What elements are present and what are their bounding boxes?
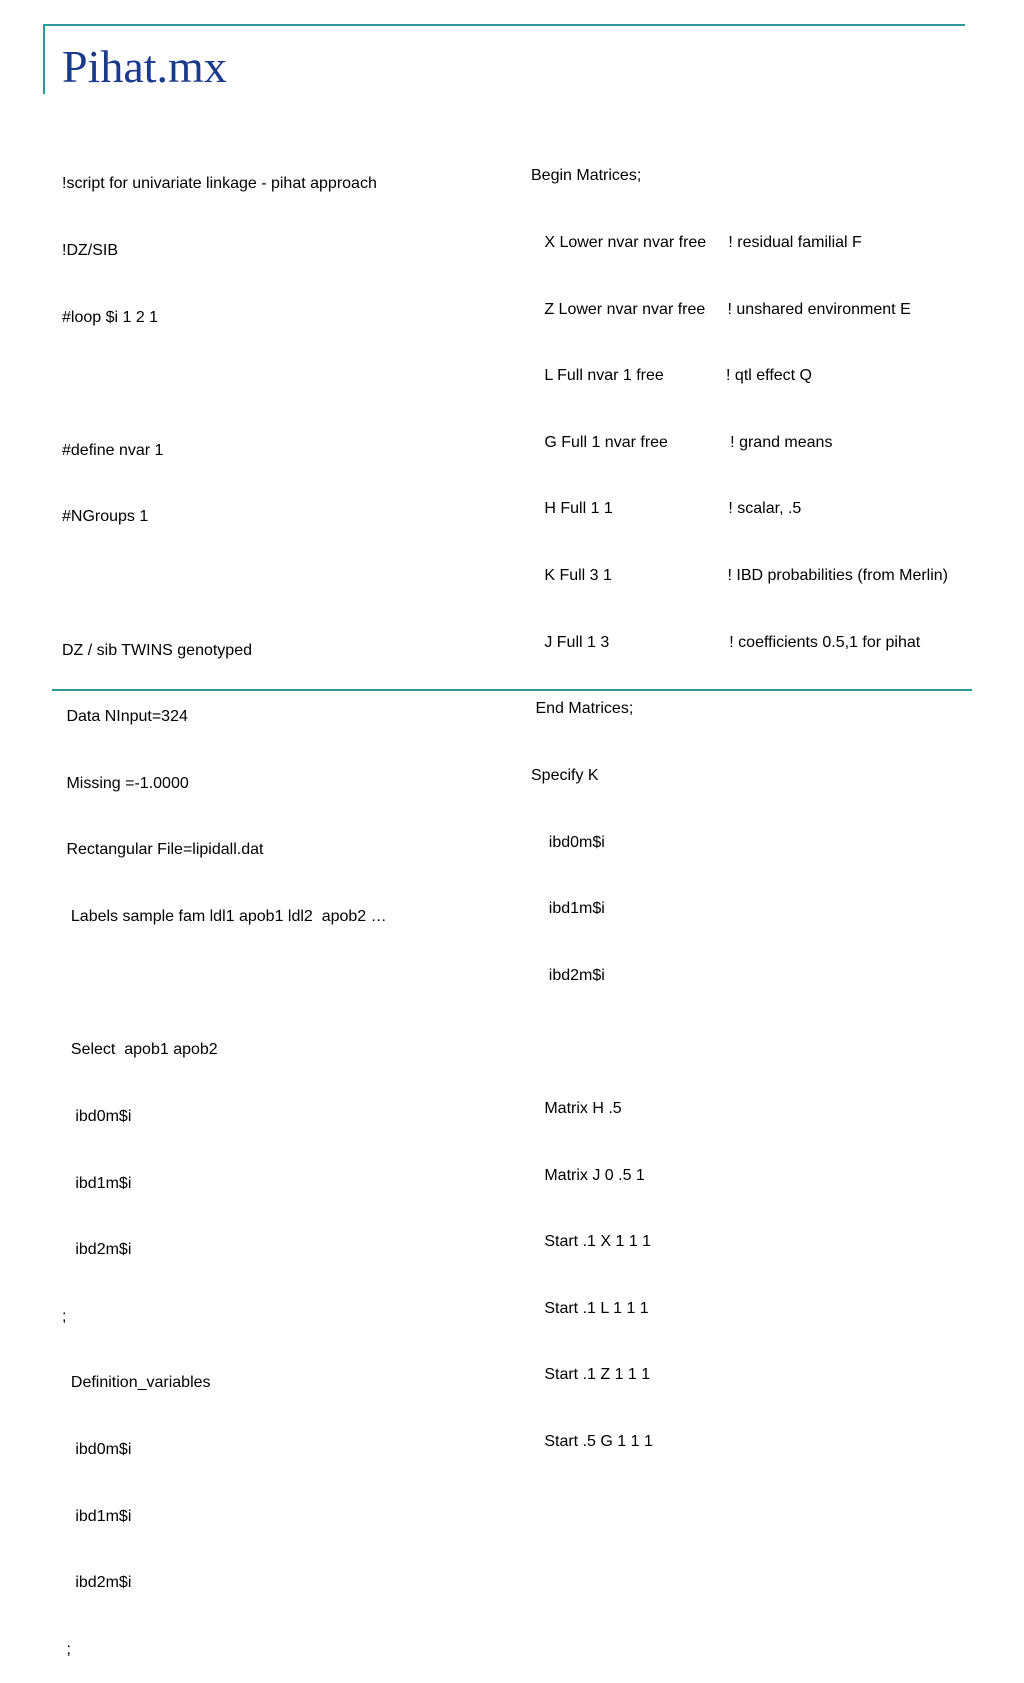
code-line: ibd1m$i [62, 1174, 132, 1192]
left-rule [43, 24, 45, 94]
code-line [62, 373, 387, 395]
code-line: ibd2m$i [62, 1574, 132, 1592]
code-line: ibd0m$i [62, 1107, 132, 1125]
bottom-rule [52, 689, 972, 691]
code-line: ibd1m$i [62, 1507, 132, 1525]
left-code-block [62, 129, 387, 1683]
code-line: Start .5 G 1 1 1 [531, 1432, 653, 1450]
code-line: Missing =-1.0000 [62, 774, 189, 792]
code-line: Data NInput=324 [62, 708, 188, 726]
code-line: Start .1 L 1 1 1 [531, 1299, 649, 1317]
code-line [62, 573, 387, 595]
code-line: H Full 1 1 ! scalar, .5 [531, 500, 802, 518]
code-line: Matrix J 0 .5 1 [531, 1166, 645, 1184]
code-line: L Full nvar 1 free ! qtl effect Q [531, 367, 812, 385]
code-line: Z Lower nvar nvar free ! unshared environment E [531, 300, 911, 318]
code-line [531, 1031, 948, 1053]
code-line: #loop $i 1 2 1 [62, 308, 159, 326]
code-line: G Full 1 nvar free ! grand means [531, 433, 833, 451]
code-line: ; [62, 1640, 71, 1658]
code-line: DZ / sib TWINS genotyped [62, 641, 252, 659]
code-line: ; [62, 1307, 67, 1325]
code-line: Begin Matrices; [531, 167, 642, 185]
code-line: J Full 1 3 ! coefficients 0.5,1 for pihat [531, 633, 921, 651]
code-line: !script for univariate linkage - pihat approach [62, 175, 377, 193]
code-line: #NGroups 1 [62, 508, 149, 526]
code-line: End Matrices; [531, 700, 634, 718]
code-line: Labels sample fam ldl1 apob1 ldl2 apob2 … [62, 908, 387, 926]
code-line: !DZ/SIB [62, 242, 119, 260]
code-line: ibd1m$i [531, 900, 605, 918]
code-line: ibd0m$i [62, 1440, 132, 1458]
code-line: X Lower nvar nvar free ! residual familial F [531, 234, 862, 252]
code-line: ibd2m$i [62, 1241, 132, 1259]
slide-title: Pihat.mx [62, 41, 227, 92]
code-line: ibd0m$i [531, 833, 605, 851]
code-line: Matrix H .5 [531, 1099, 622, 1117]
code-line: Definition_variables [62, 1374, 211, 1392]
code-line: ibd2m$i [531, 966, 605, 984]
code-line: Start .1 Z 1 1 1 [531, 1366, 651, 1384]
code-line: Start .1 X 1 1 1 [531, 1233, 652, 1251]
code-line: Rectangular File=lipidall.dat [62, 841, 264, 859]
code-line: K Full 3 1 ! IBD probabilities (from Merlin) [531, 567, 948, 585]
top-rule [43, 24, 965, 26]
code-line: Specify K [531, 766, 599, 784]
right-code-block [531, 121, 948, 1475]
code-line [62, 973, 387, 995]
code-line: #define nvar 1 [62, 441, 164, 459]
code-line: Select apob1 apob2 [62, 1041, 218, 1059]
